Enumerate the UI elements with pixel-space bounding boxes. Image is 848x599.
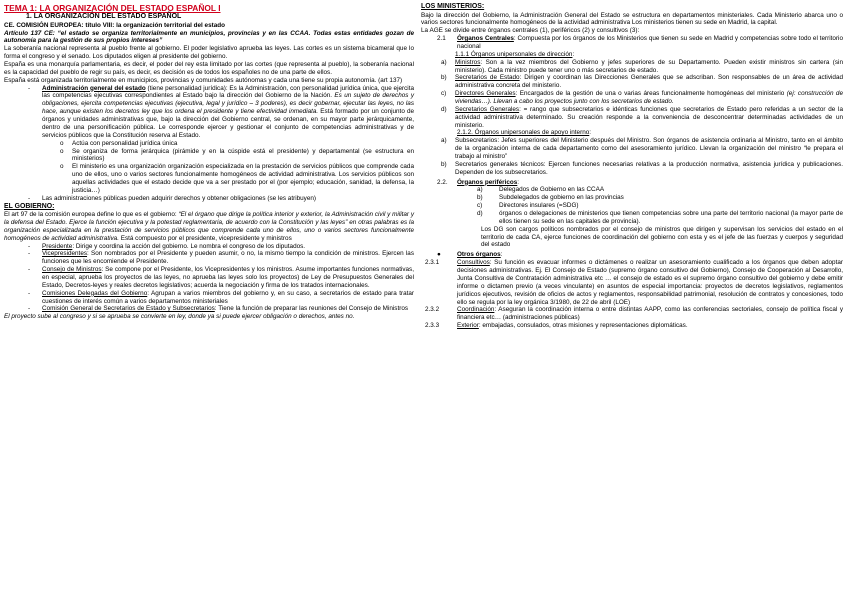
paragraph: La AGE se divide entre órganos centrales (1), periféricos (2) y consultivos (3): — [421, 27, 640, 35]
section-2-2: 2.2. Órganos periféricos: — [437, 178, 520, 186]
list-item-sgt: b) Secretarios generales técnicos: Ejercen funciones necesarias relativas a la producción normativa, asistencia jurídica y publicaciones. Dependen de los subsecretarios. — [441, 160, 843, 176]
list-item-secretarios: b) Secretarios de Estado: Dirigen y coordinan las Direcciones Generales que se adscriban. Son responsables de un área de actividad administrativa concreta del ministerio. — [441, 74, 844, 90]
circle-bullet-icon: o — [60, 139, 64, 147]
paragraph: España está organizada territorialmente en municipios, provincias y comunidades autónomas y cada una tiene su propia autonomía. (art 137) — [4, 76, 403, 84]
section-1-1-1: 1.1.1 Órganos unipersonales de dirección: — [455, 50, 575, 58]
page-title: TEMA 1: LA ORGANIZACIÓN DEL ESTADO ESPAÑOL I — [4, 3, 221, 13]
dash-marker: - — [28, 305, 31, 313]
dash-marker: - — [28, 84, 31, 92]
right-column — [421, 3, 843, 330]
section-2-1: 2.1 Órganos Centrales: Compuesta por los órganos de los Ministerios que tienen su sede en Madrid y competencias sobre todo el territorio nacional — [437, 35, 843, 50]
age-heading: Administración general del estado — [42, 84, 146, 92]
dg-paragraph: Los DG son cargos políticos nombrados por el consejo de ministros que dirigen y supervisan los servicios del estado en el territorio de cada CA, ejerce funciones de coordinación del gobierno con esta y es el jefe de las fuerzas y cuerpos y seguridad del estado — [481, 225, 843, 249]
list-item: o Se organiza de forma jerárquica (pirámide y en la cúspide está el presidente) y departamental (se estructura en ministerios) — [4, 148, 414, 164]
age-text-2: Está formado por un conjunto de órganos y unidades administrativas que, bajo la dirección del Gobierno central, se ordenan, en su mayor parte jerárquicamente, dentro de una personificación pública. Le corresponde ejercer y gestionar el conjunto de competencias administrativas y de servicios públicos que la Constitución reserva al Estado. — [42, 108, 415, 139]
list-item-secretarios-generales: d) Secretarios Generales: = rango que subsecretarios e idénticas funciones que secretarios de Estado pero referidas a un sector de la actividad administrativa determinado. Su creación responde a la conveniencia de desconcentrar determinadas actividades de un ministerio. — [441, 105, 843, 129]
paragraph: Bajo la dirección del Gobierno, la Administración General del Estado se estructura en departamentos ministeriales. Cada Ministerio abarca uno o varios sectores funcionalmente homogéneos de la actividad administrativa Los ministerios tienen su sede en Madrid, la capital. — [421, 11, 843, 27]
list-item-age — [4, 85, 414, 140]
ce-line: CE. COMISIÓN EUROPEA: título VIII: la organización territorial del estado — [4, 21, 226, 29]
section-2-3-1: 2.3.1 Consultivos: Su función es evacuar informes o dictámenes o realizar un asesoramiento cualificado a los órganos que deben adoptar decisiones administrativas. Ej. El Consejo de Estado (supremo órgano consultivo del Gobierno), Consejo de Cooperación al Desarrollo, Junta Consultiva de Contratación administrativa etc … el consejo de estado es el supremo órgano consultivo del gobierno y debe emitir informe o dictamen previo (a veces vinculante) en asuntos de especial importancia: proyectos de decretos legislativos, reglamentos jurídicos ejecutivos, revisión de oficios de actos y reglamentos, responsabilidad patrimonial, resolución de contratos y concesiones, todo ello se regula por la ley orgánica 3/1980, de 22 de abril (LOE) — [425, 259, 843, 306]
final-paragraph: El proyecto sube al congreso y si se aprueba se convierte en ley, donde ya si puede ejercer obligación o derechos, antes no. — [4, 313, 355, 321]
paragraph: La soberanía nacional representa al pueblo frente al gobierno. El poder legislativo aprueba las leyes. Las cortes es un sistema bicameral que lo forma el congreso y el senado. Los diputados eligen al presidente del gobierno. — [4, 45, 414, 61]
list-item-vicepresidentes: - Vicepresidentes: Son nombrados por el Presidente y pueden asumir, o no, la mismo tiempo la condición de ministros. Ejercen las funciones que les encomiende el Presidente. — [4, 250, 414, 266]
otros-organos: ● Otros órganos: — [421, 251, 843, 259]
circle-bullet-icon: o — [60, 147, 64, 155]
paragraph: España es una monarquía parlamentaria, es decir, el poder del rey esta limitado por las cortes (que representa al pueblo), la soberanía nacional es la capacidad del pueblo de regir su país, es decir, es decisión es de todos los españoles no de una parte de ellos. — [4, 61, 414, 76]
gobierno-heading: EL GOBIERNO: — [4, 202, 55, 210]
list-item: d) órganos o delegaciones de ministerios que tienen competencias sobre una parte del territorio nacional (la mayor parte de ellos tienen su sede en las capitales de provincia). — [477, 210, 843, 225]
list-item: a) Delegados de Gobierno en las CCAA — [477, 186, 605, 194]
left-column — [4, 3, 414, 321]
list-item-ministros: a) Ministros: Son a la vez miembros del Gobierno y jefes superiores de su Departamento. Pueden existir ministros sin cartera (sin ministerio). Cada ministro puede tener uno o más secretarios de estado. — [441, 58, 843, 74]
list-item-comisiones: - Comisiones Delegadas del Gobierno: Agrupan a varios miembros del gobierno y, en su caso, a secretarios de estado para tratar cuestiones de interés común a varios departamentos ministeriales — [4, 290, 414, 306]
list-item: - Las administraciones públicas pueden adquirir derechos y obtener obligaciones (se les atribuyen) — [4, 195, 414, 203]
list-item: b) Subdelegados de gobierno en las provincias — [477, 194, 624, 202]
list-item-directores: c) Directores Generales: Encargados de la gestión de una o varias áreas funcionalmente homogéneas del ministerio (ej: construcción de viviendas…). Llevan a cabo los proyectos junto con los secretarios de estado. — [441, 90, 843, 106]
list-item: c) Directores insulares (=SDG) — [477, 202, 579, 210]
section-heading: 1. LA ORGANIZACIÓN DEL ESTADO ESPAÑOL — [26, 13, 182, 21]
dash-marker: - — [28, 266, 31, 274]
dash-marker: - — [28, 289, 31, 297]
section-2-1-2: 2.1.2. Órganos unipersonales de apoyo interno: — [457, 129, 592, 137]
list-item: o El ministerio es una organización organización especializada en la prestación de servicios públicos que comprende cada uno de ellos, uno o varios sectores funcionalmente homogéneos de actividad administrativa. Los servicios públicos son aquellas actividades que el estado decide que va a ser prestado por el (por ejemplo; educación, sanidad, la defensa, la justicia…) — [4, 163, 414, 194]
age-italic: Es un sujeto de derechos y obligaciones, ejercita competencias ejecutivas (ejecutiva, legal y jurídico – 3 poderes), es decir gobernar, ejecutar las leyes, no las hace, aunque existen los decretos ley que los ordena el presidente y tiene efectividad inmediata. — [42, 92, 414, 116]
list-item-presidente: - Presidente: Dirige y coordina la acción del gobierno. Le nombra el congreso de los diputados. — [4, 243, 414, 251]
circle-bullet-icon: o — [60, 163, 64, 171]
age-text: (tiene personalidad jurídica): Es la Administración, con personalidad jurídica única, que ejercita las competencias ejecutivas correspondientes al Estado bajo la dirección del Gobierno de la Nación. — [42, 84, 415, 100]
list-item-consejo: - Consejo de Ministros: Se compone por el Presidente, los Vicepresidentes y los ministros. Asume importantes funciones normativas, en especial, aprueba los proyectos de las leyes, no aprueba las leyes solo los proyectos) de Ley de Presupuestos Generales del Estado, Decretos-leyes y reales decretos legislativos; acuerda la negociación y firma de los tratados internacionales. — [4, 266, 414, 290]
section-2-3-3: 2.3.3 Exterior: embajadas, consulados, otras misiones y representaciones diplomáticas. — [425, 322, 688, 330]
ministerios-heading: LOS MINISTERIOS: — [421, 3, 485, 10]
dash-marker: - — [28, 194, 31, 202]
list-item-cgse: - Comisión General de Secretarios de Estado y Subsecretarios: Tiene la función de preparar las reuniones del Consejo de Ministros — [4, 305, 414, 313]
bullet-icon: ● — [437, 251, 441, 259]
dash-marker: - — [28, 242, 31, 250]
gobierno-paragraph: El art 97 de la comisión europea define lo que es el gobierno: “El el órgano que dirige la política interior y exterior, la Administración civil y militar y la defensa del Estado. Ejerce la función ejecutiva y la potestad reglamentaria, de acuerdo con la Constitución y las leyes” en otras palabras es la organización especializada en la prestación de servicios públicos que comprende cada uno de ellos, uno o varios sectores funcionalmente homogéneos de actividad administrativa. Está compuesto por el presidente, vicepresidente y ministros — [4, 211, 414, 242]
dash-marker: - — [28, 250, 31, 258]
section-2-3-2: 2.3.2 Coordinación: Aseguran la coordinación interna o entre distintas AAPP, como las conferencias sectoriales, consejo de política fiscal y financiera etc… (administraciones públicas) — [425, 306, 843, 322]
list-item: o Actúa con personalidad jurídica única — [4, 140, 414, 148]
article-137: Artículo 137 CE: “el estado se organiza territorialmente en municipios, provincias y en las CCAA. Todas estas entidades gozan de autonomía para la gestión de sus propios intereses” — [4, 29, 414, 45]
list-item-subsecretarios: a) Subsecretarios: Jefes superiores del Ministerio después del Ministro. Son órganos de asistencia ordinaria al Ministro, tanto en el ámbito de la organización interna de cada departamento como del asesoramiento jurídico. Llevan la organización del ministro “le prepara el trabajo al ministro” — [441, 137, 843, 161]
